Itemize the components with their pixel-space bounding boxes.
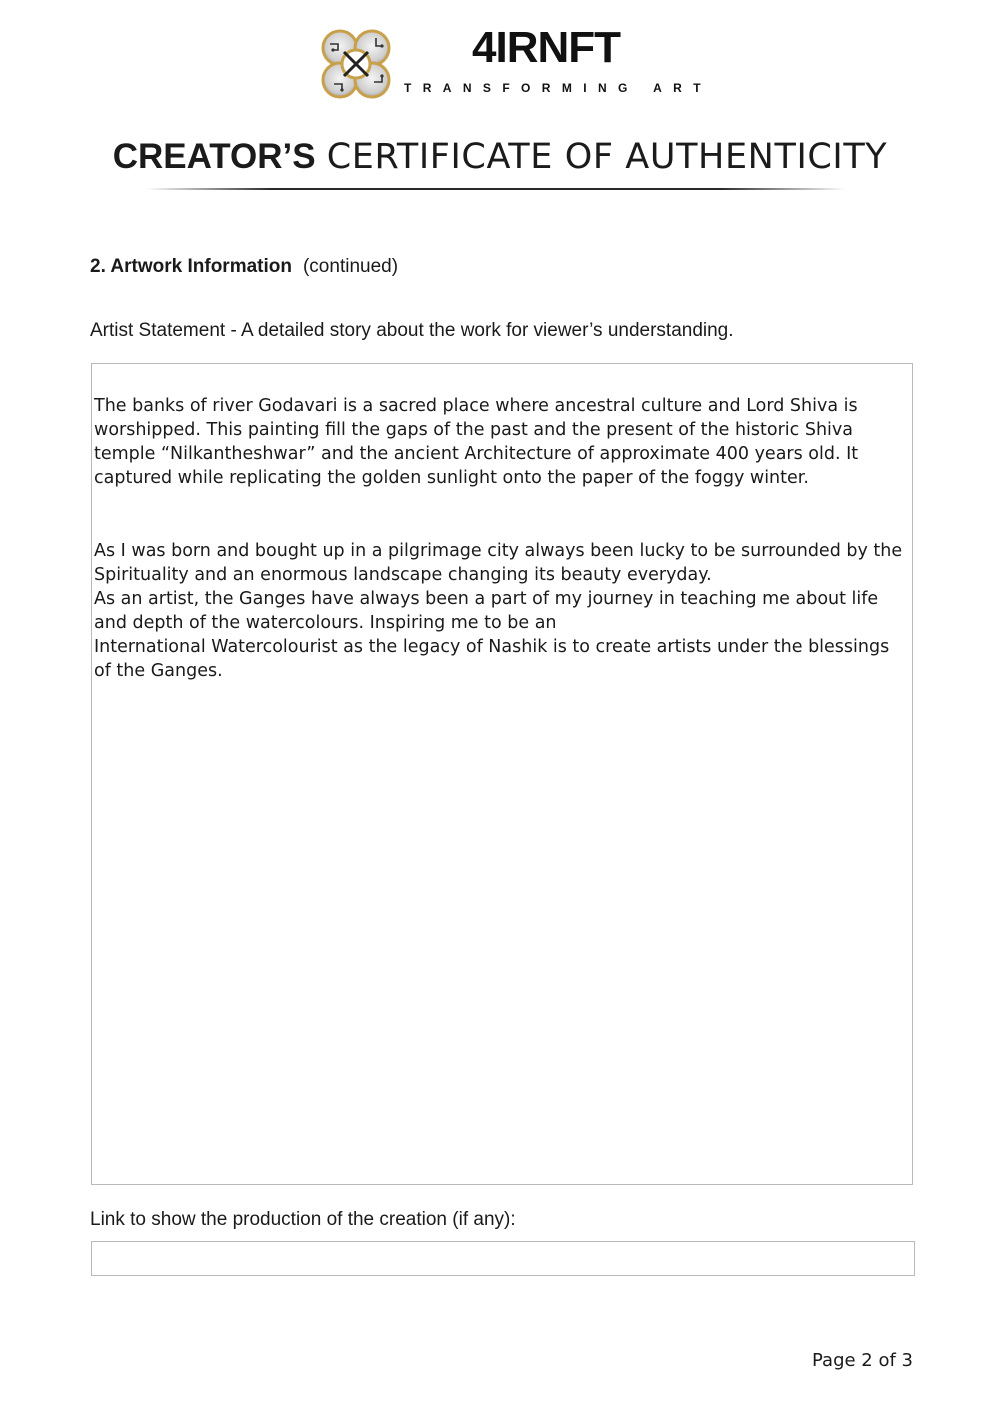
- statement-paragraph: International Watercolourist as the legacy of Nashik is to create artists under the blessings of the Ganges.: [94, 637, 890, 681]
- production-link-field[interactable]: [91, 1241, 915, 1276]
- artist-statement-paragraph-2: [94, 539, 906, 683]
- certificate-title-rest: CERTIFICATE OF AUTHENTICITY: [326, 137, 888, 177]
- section-heading: [90, 256, 398, 278]
- brand-tagline: TRANSFORMING ART: [404, 81, 712, 95]
- section-heading-note: (continued): [302, 256, 399, 277]
- infinity-knot-logo-icon: [316, 24, 396, 104]
- artist-statement-paragraph-1: [94, 394, 906, 490]
- statement-paragraph: As I was born and bought up in a pilgrimage city always been lucky to be surrounded by the Spirituality and an enormous landscape changing its beauty everyday.: [94, 541, 903, 585]
- page-number: Page 2 of 3: [812, 1350, 913, 1371]
- production-link-label: Link to show the production of the creation (if any):: [90, 1209, 516, 1230]
- section-heading-text: 2. Artwork Information: [90, 256, 292, 277]
- certificate-title-strong: CREATOR’S: [112, 137, 316, 176]
- certificate-title: [0, 136, 1000, 178]
- artist-statement-label: Artist Statement - A detailed story about the work for viewer’s understanding.: [90, 320, 734, 341]
- title-divider: [146, 188, 846, 190]
- statement-paragraph: As an artist, the Ganges have always been a part of my journey in teaching me about life and depth of the watercolours. Inspiring me to be an: [94, 589, 879, 633]
- statement-paragraph: The banks of river Godavari is a sacred place where ancestral culture and Lord Shiva is worshipped. This painting fill the gaps of the past and the present of the historic Shiva temple “Nilkantheshwar” and the ancient Architecture of approximate 400 years old. It captured while replicating the golden sunlight onto the paper of the foggy winter.: [94, 396, 859, 488]
- brand-name: 4IRNFT: [472, 23, 620, 72]
